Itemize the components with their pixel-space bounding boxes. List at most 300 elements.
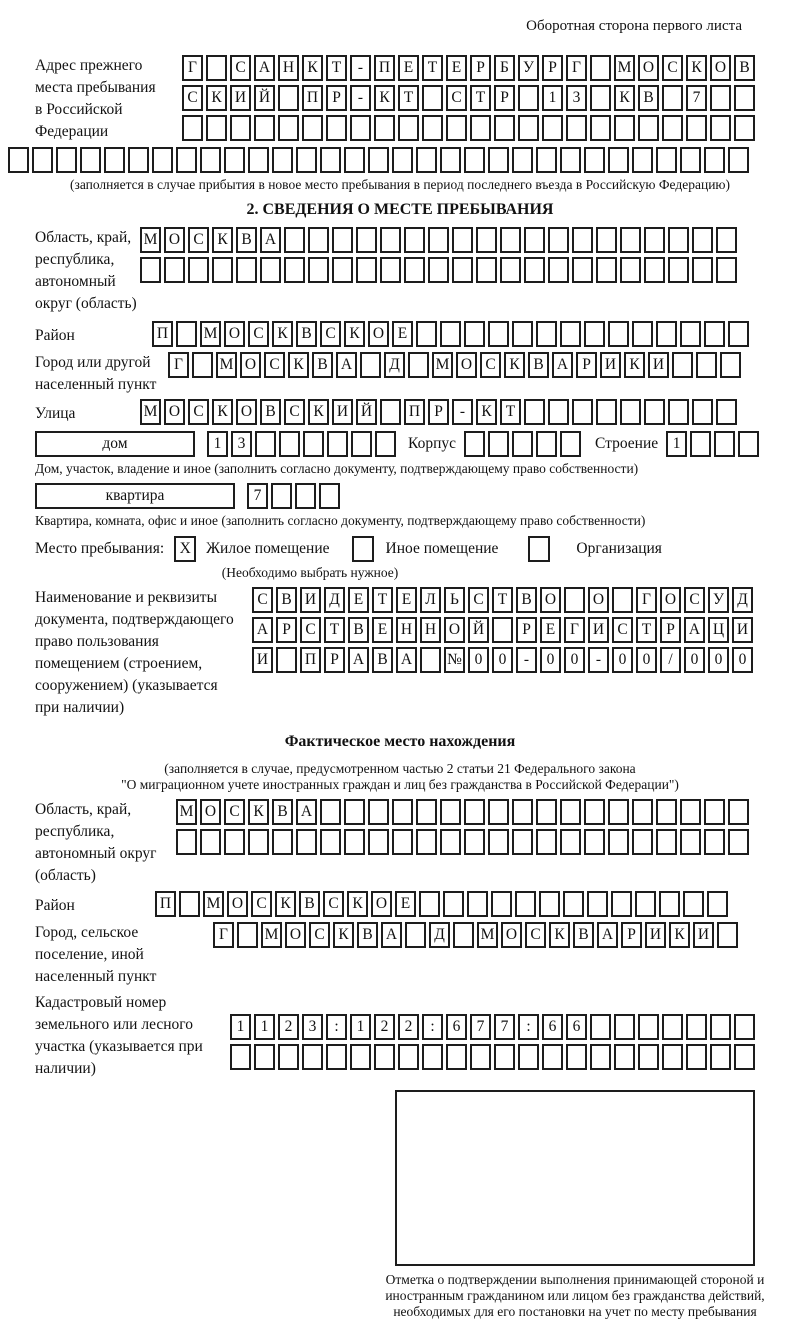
char-cell: Н	[396, 617, 417, 643]
char-cell	[668, 399, 689, 425]
stay-type-block	[35, 536, 800, 562]
char-cell: И	[693, 922, 714, 948]
actual-location-subtitle-2: "О миграционном учете иностранных граждан и лиц без гражданства в Российской Федерации")	[121, 777, 679, 792]
prev-address-row-2[interactable]	[182, 85, 755, 111]
char-cell: И	[648, 352, 669, 378]
char-cell	[428, 257, 449, 283]
char-cell	[596, 227, 617, 253]
char-cell: В	[276, 587, 297, 613]
char-cell: Л	[420, 587, 441, 613]
char-cell: /	[660, 647, 681, 673]
char-cell: 6	[542, 1014, 563, 1040]
char-cell: -	[350, 55, 371, 81]
char-cell	[320, 147, 341, 173]
option-organization-label: Организация	[576, 540, 662, 557]
char-cell	[620, 257, 641, 283]
house-box-label: дом	[35, 431, 195, 457]
char-cell: К	[333, 922, 354, 948]
char-cell: К	[344, 321, 365, 347]
actual-region-block	[35, 799, 800, 887]
char-cell	[320, 829, 341, 855]
char-cell	[464, 321, 485, 347]
char-cell: 1	[542, 85, 563, 111]
char-cell	[518, 115, 539, 141]
char-cell	[614, 1014, 635, 1040]
char-cell	[443, 891, 464, 917]
char-cell	[188, 257, 209, 283]
char-cell: 1	[666, 431, 687, 457]
char-cell: Р	[660, 617, 681, 643]
char-cell	[488, 147, 509, 173]
char-cell: Й	[254, 85, 275, 111]
char-cell: 1	[207, 431, 228, 457]
char-cell	[524, 227, 545, 253]
char-cell	[692, 227, 713, 253]
char-cell: О	[371, 891, 392, 917]
char-cell	[590, 115, 611, 141]
char-cell: 7	[470, 1014, 491, 1040]
char-cell	[104, 147, 125, 173]
char-cell	[224, 147, 245, 173]
char-cell: Й	[468, 617, 489, 643]
char-cell	[560, 321, 581, 347]
char-cell	[255, 431, 276, 457]
street-block	[35, 399, 800, 425]
char-cell: И	[645, 922, 666, 948]
char-cell: 6	[446, 1014, 467, 1040]
stay-type-note: (Необходимо выбрать нужное)	[221, 565, 399, 580]
char-cell: К	[476, 399, 497, 425]
char-cell	[279, 431, 300, 457]
char-cell: А	[260, 227, 281, 253]
char-cell	[656, 829, 677, 855]
char-cell: С	[320, 321, 341, 347]
actual-city-label: Город, сельское поселение, иной населенный пункт	[35, 924, 157, 985]
char-cell	[374, 1044, 395, 1070]
char-cell	[518, 85, 539, 111]
char-cell	[680, 147, 701, 173]
char-cell: 6	[566, 1014, 587, 1040]
region-block	[35, 227, 800, 315]
char-cell	[662, 1044, 683, 1070]
char-cell	[656, 321, 677, 347]
char-cell	[380, 227, 401, 253]
street-label: Улица	[35, 405, 76, 422]
apartment-block	[35, 483, 800, 509]
char-cell	[704, 799, 725, 825]
char-cell: 0	[732, 647, 753, 673]
char-cell	[320, 799, 341, 825]
char-cell: Г	[636, 587, 657, 613]
char-cell: -	[452, 399, 473, 425]
char-cell: В	[734, 55, 755, 81]
char-cell: О	[200, 799, 221, 825]
char-cell	[716, 257, 737, 283]
char-cell	[590, 1014, 611, 1040]
prev-address-row-3[interactable]	[182, 115, 755, 141]
char-cell: И	[732, 617, 753, 643]
char-cell	[248, 147, 269, 173]
char-cell	[612, 587, 633, 613]
char-cell: П	[302, 85, 323, 111]
char-cell: Г	[168, 352, 189, 378]
actual-city-row[interactable]	[213, 922, 738, 948]
char-cell	[572, 257, 593, 283]
char-cell: А	[396, 647, 417, 673]
region-label: Область, край, республика, автономный округ (область)	[35, 229, 137, 312]
char-cell	[704, 321, 725, 347]
char-cell	[128, 147, 149, 173]
char-cell	[720, 352, 741, 378]
char-cell	[560, 829, 581, 855]
char-cell	[302, 115, 323, 141]
char-cell	[32, 147, 53, 173]
char-cell	[278, 85, 299, 111]
char-cell: С	[251, 891, 272, 917]
char-cell	[350, 1044, 371, 1070]
actual-region-row-2[interactable]	[176, 829, 749, 855]
char-cell: М	[200, 321, 221, 347]
char-cell	[524, 257, 545, 283]
char-cell	[452, 227, 473, 253]
char-cell: К	[206, 85, 227, 111]
char-cell: М	[176, 799, 197, 825]
char-cell: 1	[254, 1014, 275, 1040]
char-cell: П	[155, 891, 176, 917]
char-cell	[500, 257, 521, 283]
char-cell	[428, 227, 449, 253]
char-cell	[566, 1044, 587, 1070]
street-row[interactable]	[140, 399, 737, 425]
prev-address-row-1[interactable]	[182, 55, 755, 81]
char-cell: С	[525, 922, 546, 948]
char-cell: М	[203, 891, 224, 917]
char-cell	[368, 799, 389, 825]
char-cell: С	[230, 55, 251, 81]
confirmation-mark-box	[395, 1090, 755, 1266]
char-cell: К	[549, 922, 570, 948]
char-cell: С	[480, 352, 501, 378]
char-cell	[738, 431, 759, 457]
korpus-cells[interactable]	[464, 431, 581, 457]
char-cell	[467, 891, 488, 917]
char-cell	[408, 352, 429, 378]
char-cell	[632, 147, 653, 173]
char-cell	[548, 227, 569, 253]
apartment-cells[interactable]	[247, 483, 340, 509]
char-cell: С	[612, 617, 633, 643]
char-cell: 7	[494, 1014, 515, 1040]
char-cell	[734, 1044, 755, 1070]
char-cell: А	[597, 922, 618, 948]
char-cell: Р	[621, 922, 642, 948]
prev-address-row-4[interactable]	[8, 147, 800, 173]
char-cell: А	[381, 922, 402, 948]
char-cell	[319, 483, 340, 509]
char-cell: Т	[422, 55, 443, 81]
char-cell	[536, 321, 557, 347]
char-cell	[518, 1044, 539, 1070]
char-cell	[710, 1044, 731, 1070]
char-cell: А	[552, 352, 573, 378]
char-cell	[272, 829, 293, 855]
char-cell: О	[240, 352, 261, 378]
char-cell: Р	[324, 647, 345, 673]
char-cell: В	[516, 587, 537, 613]
char-cell	[596, 399, 617, 425]
char-cell: Т	[398, 85, 419, 111]
char-cell	[224, 829, 245, 855]
document-row-3[interactable]	[252, 647, 753, 673]
char-cell	[422, 115, 443, 141]
apartment-note: Квартира, комната, офис и иное (заполнить согласно документу, подтверждающему право собственности)	[35, 513, 646, 528]
char-cell: В	[638, 85, 659, 111]
header-note: Оборотная сторона первого листа	[526, 18, 742, 34]
stroenie-label: Строение	[595, 435, 659, 452]
char-cell	[80, 147, 101, 173]
char-cell	[398, 1044, 419, 1070]
char-cell: О	[710, 55, 731, 81]
char-cell: В	[299, 891, 320, 917]
char-cell: Й	[356, 399, 377, 425]
actual-region-row-1[interactable]	[176, 799, 749, 825]
char-cell	[590, 1044, 611, 1070]
char-cell: К	[669, 922, 690, 948]
region-row-2[interactable]	[140, 257, 737, 283]
char-cell: И	[230, 85, 251, 111]
checkbox-organization[interactable]	[528, 536, 550, 562]
char-cell: В	[260, 399, 281, 425]
char-cell	[704, 829, 725, 855]
char-cell: №	[444, 647, 465, 673]
checkbox-residential[interactable]: X	[174, 536, 196, 562]
char-cell: С	[468, 587, 489, 613]
cadastral-row-1[interactable]	[230, 1014, 755, 1040]
char-cell	[536, 799, 557, 825]
char-cell	[470, 115, 491, 141]
char-cell	[734, 85, 755, 111]
stroenie-cells[interactable]	[666, 431, 759, 457]
char-cell	[344, 147, 365, 173]
char-cell	[152, 147, 173, 173]
char-cell	[374, 115, 395, 141]
char-cell	[140, 257, 161, 283]
char-cell	[419, 891, 440, 917]
char-cell	[560, 147, 581, 173]
char-cell	[380, 399, 401, 425]
char-cell: 3	[302, 1014, 323, 1040]
char-cell	[638, 1044, 659, 1070]
char-cell: Е	[395, 891, 416, 917]
char-cell: О	[164, 227, 185, 253]
char-cell	[206, 55, 227, 81]
char-cell	[656, 147, 677, 173]
char-cell: К	[624, 352, 645, 378]
char-cell	[536, 829, 557, 855]
char-cell	[452, 257, 473, 283]
char-cell: К	[302, 55, 323, 81]
actual-district-row[interactable]	[155, 891, 728, 917]
char-cell	[728, 321, 749, 347]
char-cell	[56, 147, 77, 173]
char-cell: О	[660, 587, 681, 613]
char-cell: А	[252, 617, 273, 643]
char-cell	[254, 1044, 275, 1070]
char-cell	[392, 829, 413, 855]
stay-type-label: Место пребывания:	[35, 540, 165, 557]
char-cell	[440, 147, 461, 173]
char-cell: 7	[686, 85, 707, 111]
char-cell: К	[374, 85, 395, 111]
char-cell: Н	[420, 617, 441, 643]
house-number-cells[interactable]	[207, 431, 396, 457]
char-cell	[446, 115, 467, 141]
char-cell	[734, 1014, 755, 1040]
char-cell	[620, 399, 641, 425]
char-cell	[564, 587, 585, 613]
char-cell	[608, 147, 629, 173]
char-cell	[392, 799, 413, 825]
char-cell: С	[182, 85, 203, 111]
char-cell	[644, 257, 665, 283]
char-cell	[254, 115, 275, 141]
char-cell	[659, 891, 680, 917]
char-cell	[351, 431, 372, 457]
city-row[interactable]	[168, 352, 741, 378]
char-cell: Р	[542, 55, 563, 81]
char-cell	[560, 431, 581, 457]
checkbox-other-premises[interactable]	[352, 536, 374, 562]
char-cell: К	[248, 799, 269, 825]
char-cell	[632, 321, 653, 347]
char-cell: К	[275, 891, 296, 917]
char-cell	[295, 483, 316, 509]
char-cell	[539, 891, 560, 917]
char-cell	[611, 891, 632, 917]
actual-location-title: Фактическое место нахождения	[284, 733, 516, 750]
document-row-2[interactable]	[252, 617, 753, 643]
char-cell: 0	[708, 647, 729, 673]
char-cell: Т	[636, 617, 657, 643]
char-cell: О	[540, 587, 561, 613]
char-cell: К	[504, 352, 525, 378]
char-cell	[683, 891, 704, 917]
char-cell	[512, 431, 533, 457]
char-cell	[276, 647, 297, 673]
char-cell	[632, 799, 653, 825]
char-cell: 0	[564, 647, 585, 673]
char-cell	[614, 115, 635, 141]
char-cell	[680, 799, 701, 825]
char-cell	[692, 257, 713, 283]
char-cell	[572, 399, 593, 425]
char-cell: У	[708, 587, 729, 613]
cadastral-block	[35, 992, 800, 1080]
char-cell: Е	[446, 55, 467, 81]
char-cell: П	[300, 647, 321, 673]
char-cell: К	[272, 321, 293, 347]
char-cell	[717, 922, 738, 948]
char-cell	[662, 115, 683, 141]
char-cell: М	[140, 227, 161, 253]
char-cell: В	[573, 922, 594, 948]
char-cell: :	[326, 1014, 347, 1040]
char-cell	[638, 1014, 659, 1040]
char-cell	[404, 227, 425, 253]
char-cell	[405, 922, 426, 948]
char-cell: 1	[350, 1014, 371, 1040]
char-cell: С	[309, 922, 330, 948]
char-cell	[548, 399, 569, 425]
document-row-1[interactable]	[252, 587, 753, 613]
char-cell	[368, 829, 389, 855]
char-cell	[560, 799, 581, 825]
char-cell	[440, 799, 461, 825]
char-cell: С	[264, 352, 285, 378]
char-cell: Р	[576, 352, 597, 378]
char-cell	[230, 1044, 251, 1070]
char-cell	[176, 829, 197, 855]
char-cell: И	[588, 617, 609, 643]
char-cell	[192, 352, 213, 378]
char-cell	[690, 431, 711, 457]
char-cell	[494, 1044, 515, 1070]
char-cell	[572, 227, 593, 253]
char-cell	[584, 147, 605, 173]
char-cell: 0	[492, 647, 513, 673]
char-cell: Р	[276, 617, 297, 643]
char-cell	[464, 431, 485, 457]
char-cell	[237, 922, 258, 948]
region-row-1[interactable]	[140, 227, 737, 253]
char-cell	[492, 617, 513, 643]
char-cell	[272, 147, 293, 173]
char-cell	[182, 115, 203, 141]
char-cell: Р	[516, 617, 537, 643]
char-cell	[488, 829, 509, 855]
cadastral-row-2[interactable]	[230, 1044, 755, 1070]
char-cell	[260, 257, 281, 283]
actual-region-label: Область, край, республика, автономный округ (область)	[35, 801, 157, 884]
char-cell: И	[600, 352, 621, 378]
char-cell	[590, 85, 611, 111]
char-cell	[716, 399, 737, 425]
actual-city-block	[35, 922, 800, 988]
char-cell	[200, 829, 221, 855]
char-cell: К	[614, 85, 635, 111]
char-cell: Е	[348, 587, 369, 613]
option-residential-label: Жилое помещение	[206, 540, 330, 557]
char-cell	[308, 227, 329, 253]
char-cell: Г	[566, 55, 587, 81]
char-cell: С	[684, 587, 705, 613]
district-row[interactable]	[152, 321, 749, 347]
char-cell	[453, 922, 474, 948]
char-cell	[696, 352, 717, 378]
char-cell	[360, 352, 381, 378]
char-cell	[710, 115, 731, 141]
district-label: Район	[35, 327, 75, 344]
char-cell: М	[261, 922, 282, 948]
char-cell: Б	[494, 55, 515, 81]
apartment-box-label: квартира	[35, 483, 235, 509]
char-cell: -	[588, 647, 609, 673]
char-cell: Р	[470, 55, 491, 81]
char-cell	[464, 829, 485, 855]
char-cell: Н	[278, 55, 299, 81]
char-cell: 0	[612, 647, 633, 673]
char-cell: А	[296, 799, 317, 825]
